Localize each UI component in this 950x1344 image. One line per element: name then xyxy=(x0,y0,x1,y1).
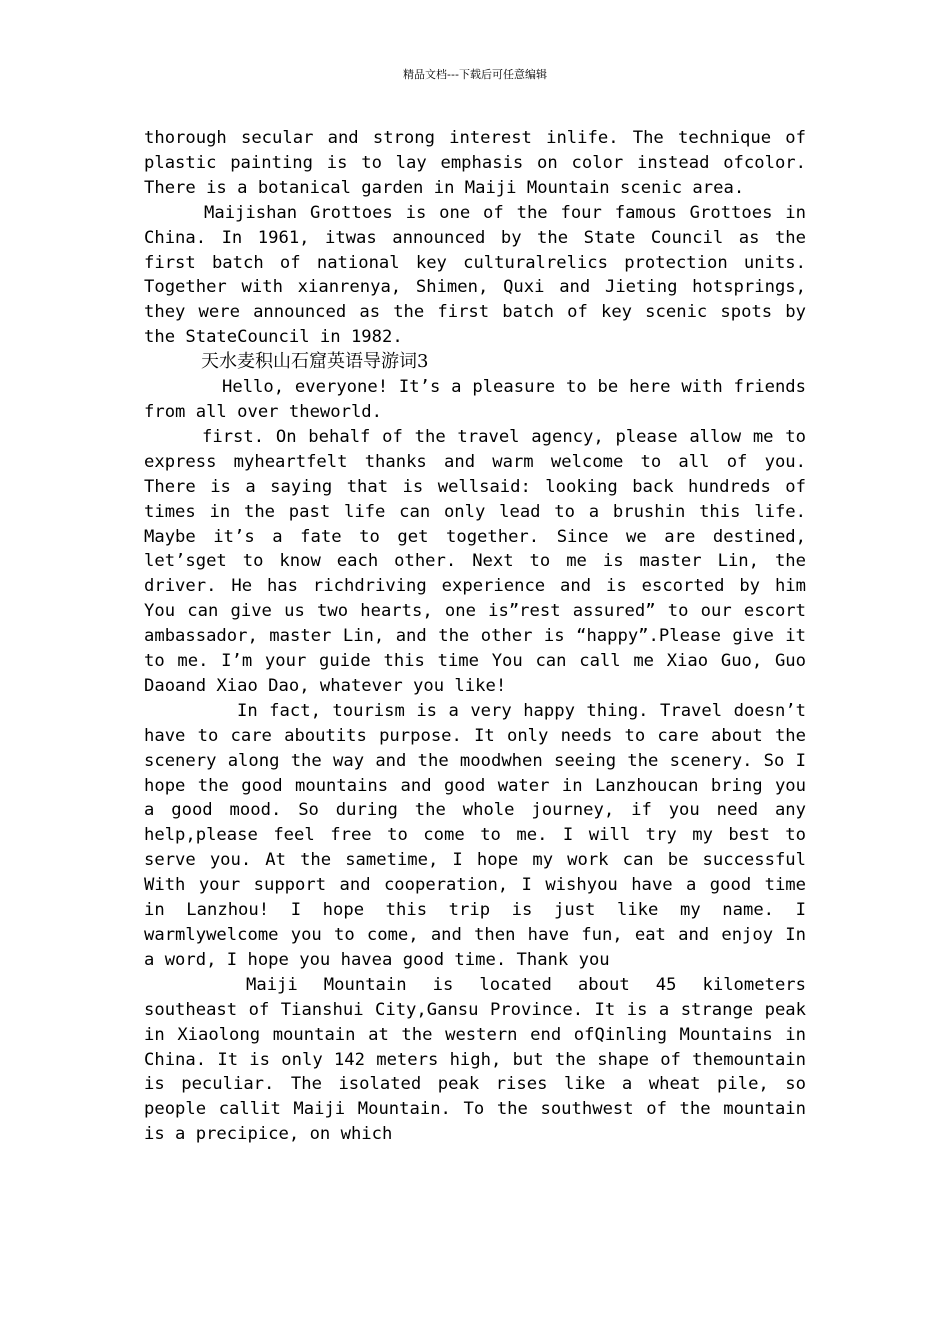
paragraph: first. On behalf of the travel agency, please allow me to express myheartfelt thanks and warm welcome to all of you. There is a saying that is wellsaid: looking back hundreds of times in the past life can only lead to a brushin this life. Maybe it’s a fate to get together. Since we are destined, let’sget to know each other. Next to me is master Lin, the driver. He has richdriving experience and is escorted by him You can give us two hearts, one is”rest assured” to our escort ambassador, master Lin, and the other is “happy”.Please give it to me. I’m your guide this time You can call me Xiao Guo, Guo Daoand Xiao Dao, whatever you like! xyxy=(144,426,806,696)
document-body xyxy=(144,126,806,1147)
paragraph: thorough secular and strong interest inlife. The technique of plastic painting is to lay emphasis on color instead ofcolor. There is a botanical garden in Maiji Mountain scenic area. xyxy=(144,128,806,198)
paragraph: Maijishan Grottoes is one of the four famous Grottoes in China. In 1961, itwas announced by the State Council as the first batch of national key culturalrelics protection units. Together with xianrenya, Shimen, Quxi and Jieting hotsprings, they were announced as the first batch of key scenic spots by the StateCouncil in 1982. xyxy=(144,202,806,348)
paragraph: Hello, everyone! It’s a pleasure to be here with friends from all over theworld. xyxy=(144,377,806,422)
paragraph: Maiji Mountain is located about 45 kilometers southeast of Tianshui City,Gansu Province. It is a strange peak in Xiaolong mountain at the western end ofQinling Mountains in China. It is only 142 meters high, but the shape of themountain is peculiar. The isolated peak rises like a wheat pile, so people callit Maiji Mountain. To the southwest of the mountain is a precipice, on which xyxy=(144,974,806,1145)
page-header: 精品文档---下载后可任意编辑 xyxy=(403,68,547,81)
paragraph: In fact, tourism is a very happy thing. Travel doesn’t have to care aboutits purpose. It only needs to care about the scenery along the way and the moodwhen seeing the scenery. So I hope the good mountains and good water in Lanzhoucan bring you a good mood. So during the whole journey, if you need any help,please feel free to come to me. I will try my best to serve you. At the sametime, I hope my work can be successful With your support and cooperation, I wishyou have a good time in Lanzhou! I hope this trip is just like my name. I warmlywelcome you to come, and then have fun, eat and enjoy In a word, I hope you havea good time. Thank you xyxy=(144,700,806,970)
section-heading: 天水麦积山石窟英语导游词3 xyxy=(201,351,429,373)
